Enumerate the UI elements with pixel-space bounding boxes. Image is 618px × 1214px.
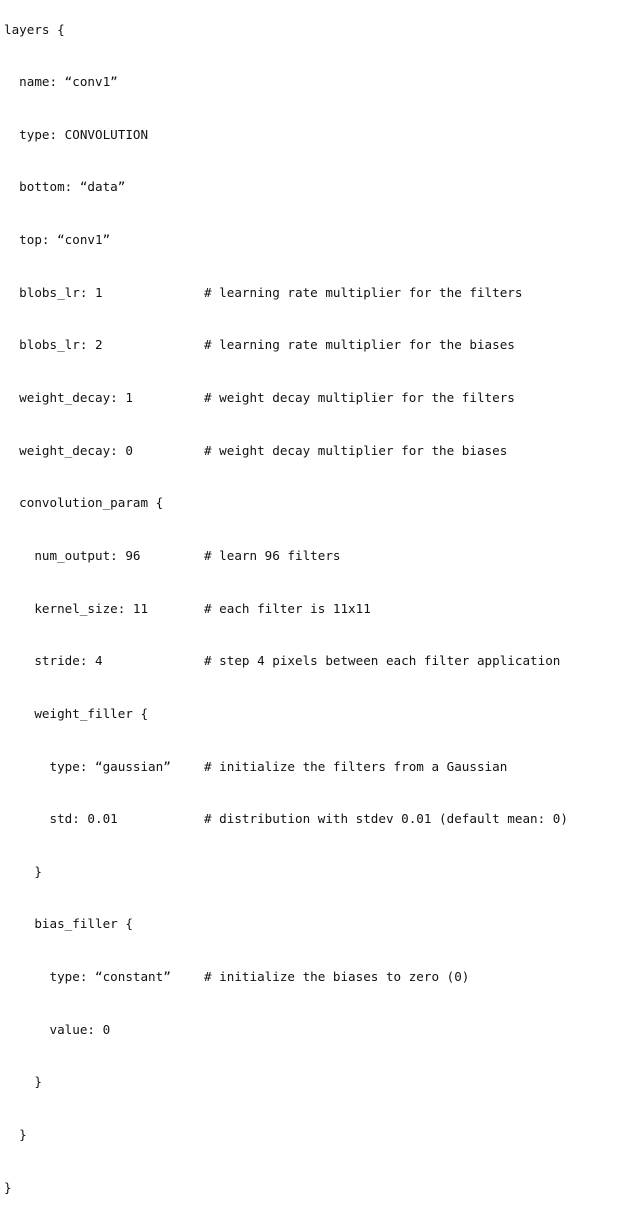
code-text: type: CONVOLUTION (4, 126, 149, 142)
code-line (4, 1021, 616, 1039)
code-line (4, 915, 616, 933)
code-text: blobs_lr: 1 (4, 284, 103, 300)
code-line (4, 389, 616, 407)
code-line (4, 178, 616, 196)
code-text: } (4, 1179, 12, 1195)
code-line (4, 442, 616, 460)
code-comment: # initialize the filters from a Gaussian (204, 758, 508, 774)
code-line (4, 494, 616, 512)
code-comment: # weight decay multiplier for the biases (204, 442, 508, 458)
code-text: stride: 4 (4, 653, 103, 669)
code-line (4, 336, 616, 354)
code-line (4, 652, 616, 670)
code-line (4, 758, 616, 776)
code-comment: # learning rate multiplier for the biases (204, 337, 515, 353)
code-line (4, 547, 616, 565)
code-view (4, 3, 616, 1214)
code-text: bottom: “data” (4, 179, 126, 195)
code-text: blobs_lr: 2 (4, 337, 103, 353)
code-comment: # initialize the biases to zero (0) (204, 969, 470, 985)
code-text: convolution_param { (4, 495, 164, 511)
code-comment: # learning rate multiplier for the filters (204, 284, 523, 300)
code-text: layers { (4, 21, 65, 37)
code-text: weight_decay: 1 (4, 390, 133, 406)
code-line (4, 863, 616, 881)
code-text: top: “conv1” (4, 232, 111, 248)
code-text: } (4, 1127, 27, 1142)
code-line (4, 1126, 616, 1144)
code-comment: # weight decay multiplier for the filters (204, 390, 515, 406)
code-line (4, 1073, 616, 1091)
code-text: } (4, 1074, 42, 1090)
code-text: type: “gaussian” (4, 758, 171, 774)
code-line (4, 284, 616, 302)
code-comment: # learn 96 filters (204, 547, 341, 563)
code-line (4, 73, 616, 91)
code-line (4, 968, 616, 986)
code-text: bias_filler { (4, 916, 133, 932)
code-comment: # step 4 pixels between each filter application (204, 653, 561, 669)
code-text: std: 0.01 (4, 811, 118, 827)
code-line (4, 1179, 616, 1197)
code-line (4, 705, 616, 723)
code-text: weight_filler { (4, 705, 149, 721)
code-text: num_output: 96 (4, 547, 141, 563)
code-line (4, 21, 616, 39)
code-line (4, 126, 616, 144)
code-text: type: “constant” (4, 969, 171, 985)
code-text: kernel_size: 11 (4, 600, 149, 616)
code-comment: # each filter is 11x11 (204, 600, 371, 616)
code-comment: # distribution with stdev 0.01 (default mean: 0) (204, 811, 568, 827)
code-line (4, 600, 616, 618)
code-line (4, 231, 616, 249)
code-text: weight_decay: 0 (4, 442, 133, 458)
code-text: } (4, 863, 42, 879)
code-line (4, 810, 616, 828)
code-text: name: “conv1” (4, 74, 118, 90)
code-text: value: 0 (4, 1021, 111, 1037)
